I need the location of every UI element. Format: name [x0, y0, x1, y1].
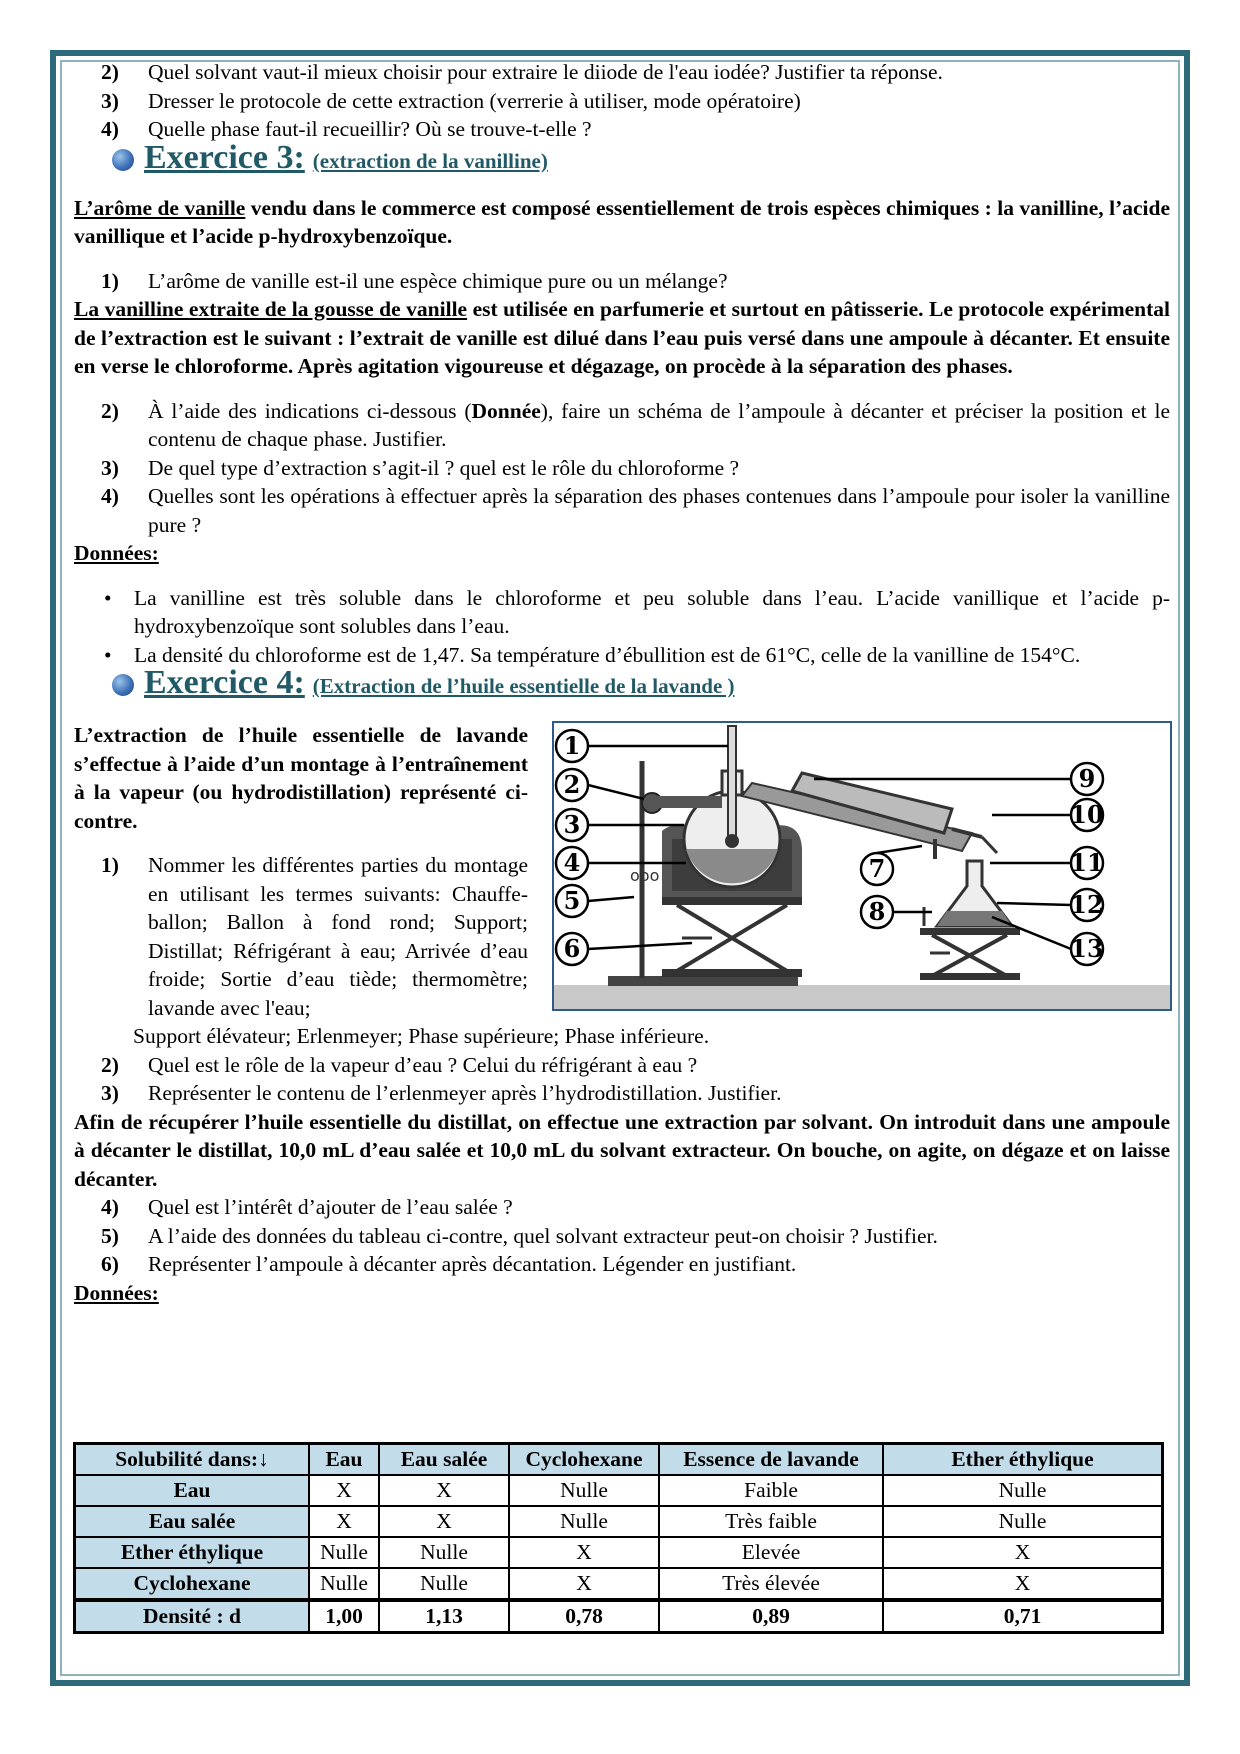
question-3-top: 3) Dresser le protocole de cette extraction (verrerie à utiliser, mode opératoire)	[101, 88, 801, 113]
table-header-row	[75, 1444, 1163, 1476]
table-header-cell: Cyclohexane	[509, 1444, 659, 1476]
ex4-question-4: 4) Quel est l’intérêt d’ajouter de l’eau salée ?	[101, 1195, 513, 1219]
svg-text:ooo: ooo	[630, 866, 660, 885]
exercise-3-protocol: La vanilline extraite de la gousse de vanille est utilisée en parfumerie et surtout en pâtisserie. Le protocole expérimental de l’extraction est le suivant : l’extrait de vanille est dilué dans l’eau puis versé dans une ampoule à décanter. Et ensuite en verse le chloroforme. Après agitation vigoureuse et dégazage, on procède à la séparation des phases.	[74, 297, 1170, 378]
diagram-label-7: 7	[868, 854, 886, 883]
exercise-4-intro: L’extraction de l’huile essentielle de lavande s’effectue à l’aide d’un montage à l’entraînement à la vapeur (ou hydrodistillation) représenté ci-contre.	[74, 723, 528, 833]
exercise-4-title: Exercice 4:	[144, 664, 305, 701]
diagram-label-9: 9	[1078, 764, 1096, 793]
ex3-question-3: 3) De quel type d’extraction s’agit-il ? quel est le rôle du chloroforme ?	[101, 455, 740, 480]
exercise-3-heading	[112, 138, 1170, 184]
diagram-label-13: 13	[1070, 934, 1104, 963]
ex3-question-1: 1) L’arôme de vanille est-il une espèce chimique pure ou un mélange?	[101, 268, 728, 293]
hydrodistillation-diagram	[552, 721, 1172, 1011]
ex4-question-1: 1) Nommer les différentes parties du montage en utilisant les termes suivants: Chauffe-ballon; Ballon à fond rond; Support; Distillat; Réfrigérant à eau; Arrivée d’eau froide; Sortie d’eau tiède; thermomètre; lavande avec l'eau;	[101, 853, 528, 1020]
table-row: Eau X X Nulle Faible Nulle	[75, 1475, 1163, 1506]
ex4-solvent-paragraph: Afin de récupérer l’huile essentielle du distillat, on effectue une extraction par solvant. On introduit dans une ampoule à décanter le distillat, 10,0 mL d’eau salée et 10,0 mL du solvant extracteur. On bouche, on agite, on dégaze et on laisse décanter.	[74, 1109, 1170, 1191]
document-content	[74, 58, 1170, 1307]
ex4-question-3: 3) Représenter le contenu de l’erlenmeyer après l’hydrodistillation. Justifier.	[101, 1081, 782, 1105]
exercise-3-title: Exercice 3:	[144, 138, 305, 176]
diagram-label-4: 4	[563, 848, 581, 877]
table-header-cell: Eau	[309, 1444, 379, 1476]
diagram-label-8: 8	[868, 897, 886, 926]
question-2-top: 2) Quel solvant vaut-il mieux choisir pour extraire le diiode de l'eau iodée? Justifier ta réponse.	[101, 60, 943, 84]
exercise-4-body	[74, 721, 1170, 1051]
table-header-cell: Ether éthylique	[883, 1444, 1163, 1476]
ex4-question-6: 6) Représenter l’ampoule à décanter après décantation. Légender en justifiant.	[101, 1252, 797, 1276]
table-density-row: Densité : d 1,00 1,13 0,78 0,89 0,71	[75, 1600, 1163, 1633]
table-header-cell: Solubilité dans:↓	[75, 1444, 310, 1476]
diagram-label-10: 10	[1070, 800, 1104, 829]
ex3-question-4: 4) Quelles sont les opérations à effectuer après la séparation des phases contenues dans l’ampoule pour isoler la vanilline pure ?	[101, 484, 1170, 537]
diagram-label-6: 6	[563, 934, 581, 963]
solubility-table	[73, 1442, 1164, 1634]
exercise-3-intro: L’arôme de vanille vendu dans le commerce est composé essentiellement de trois espèces chimiques : la vanilline, l’acide vanillique et l’acide p-hydroxybenzoïque.	[74, 195, 1170, 248]
bullet-sphere-icon	[112, 674, 134, 696]
ex4-question-1-continued: Support élévateur; Erlenmeyer; Phase supérieure; Phase inférieure.	[133, 1024, 710, 1048]
ex3-donnees-label: Données:	[74, 541, 159, 565]
diagram-label-11: 11	[1070, 848, 1104, 877]
exercise-4-subtitle: (Extraction de l’huile essentielle de la lavande )	[312, 674, 735, 698]
diagram-label-12: 12	[1070, 890, 1104, 919]
diagram-label-1: 1	[563, 731, 581, 760]
ex4-question-2: 2) Quel est le rôle de la vapeur d’eau ? Celui du réfrigérant à eau ?	[101, 1052, 698, 1077]
table-row: Ether éthylique Nulle Nulle X Elevée X	[75, 1537, 1163, 1568]
table-header-cell: Essence de lavande	[659, 1444, 883, 1476]
bullet-sphere-icon	[112, 149, 134, 171]
exercise-4-heading	[112, 664, 1170, 709]
ex4-donnees-label: Données:	[74, 1280, 159, 1305]
table-row: Eau salée X X Nulle Très faible Nulle	[75, 1506, 1163, 1537]
table-row: Cyclohexane Nulle Nulle X Très élevée X	[75, 1568, 1163, 1600]
ex3-data-bullet-2: • La densité du chloroforme est de 1,47. Sa température d’ébullition est de 61°C, celle de la vanilline de 154°C.	[104, 642, 1081, 667]
ex3-question-2: 2) À l’aide des indications ci-dessous (Donnée), faire un schéma de l’ampoule à décanter et préciser la position et le contenu de chaque phase. Justifier.	[101, 398, 1171, 451]
table-header-cell: Eau salée	[379, 1444, 509, 1476]
exercise-3-subtitle: (extraction de la vanilline)	[312, 148, 548, 173]
diagram-label-3: 3	[563, 810, 581, 839]
diagram-label-5: 5	[563, 886, 581, 915]
diagram-label-2: 2	[563, 770, 581, 799]
ex4-question-5: 5) A l’aide des données du tableau ci-contre, quel solvant extracteur peut-on choisir ? Justifier.	[101, 1223, 938, 1248]
ex3-data-bullet-1: • La vanilline est très soluble dans le chloroforme et peu soluble dans l’eau. L’acide vanillique et l’acide p-hydroxybenzoïque sont solubles dans l’eau.	[104, 585, 1170, 638]
question-4-top: 4) Quelle phase faut-il recueillir? Où se trouve-t-elle ?	[101, 117, 592, 141]
